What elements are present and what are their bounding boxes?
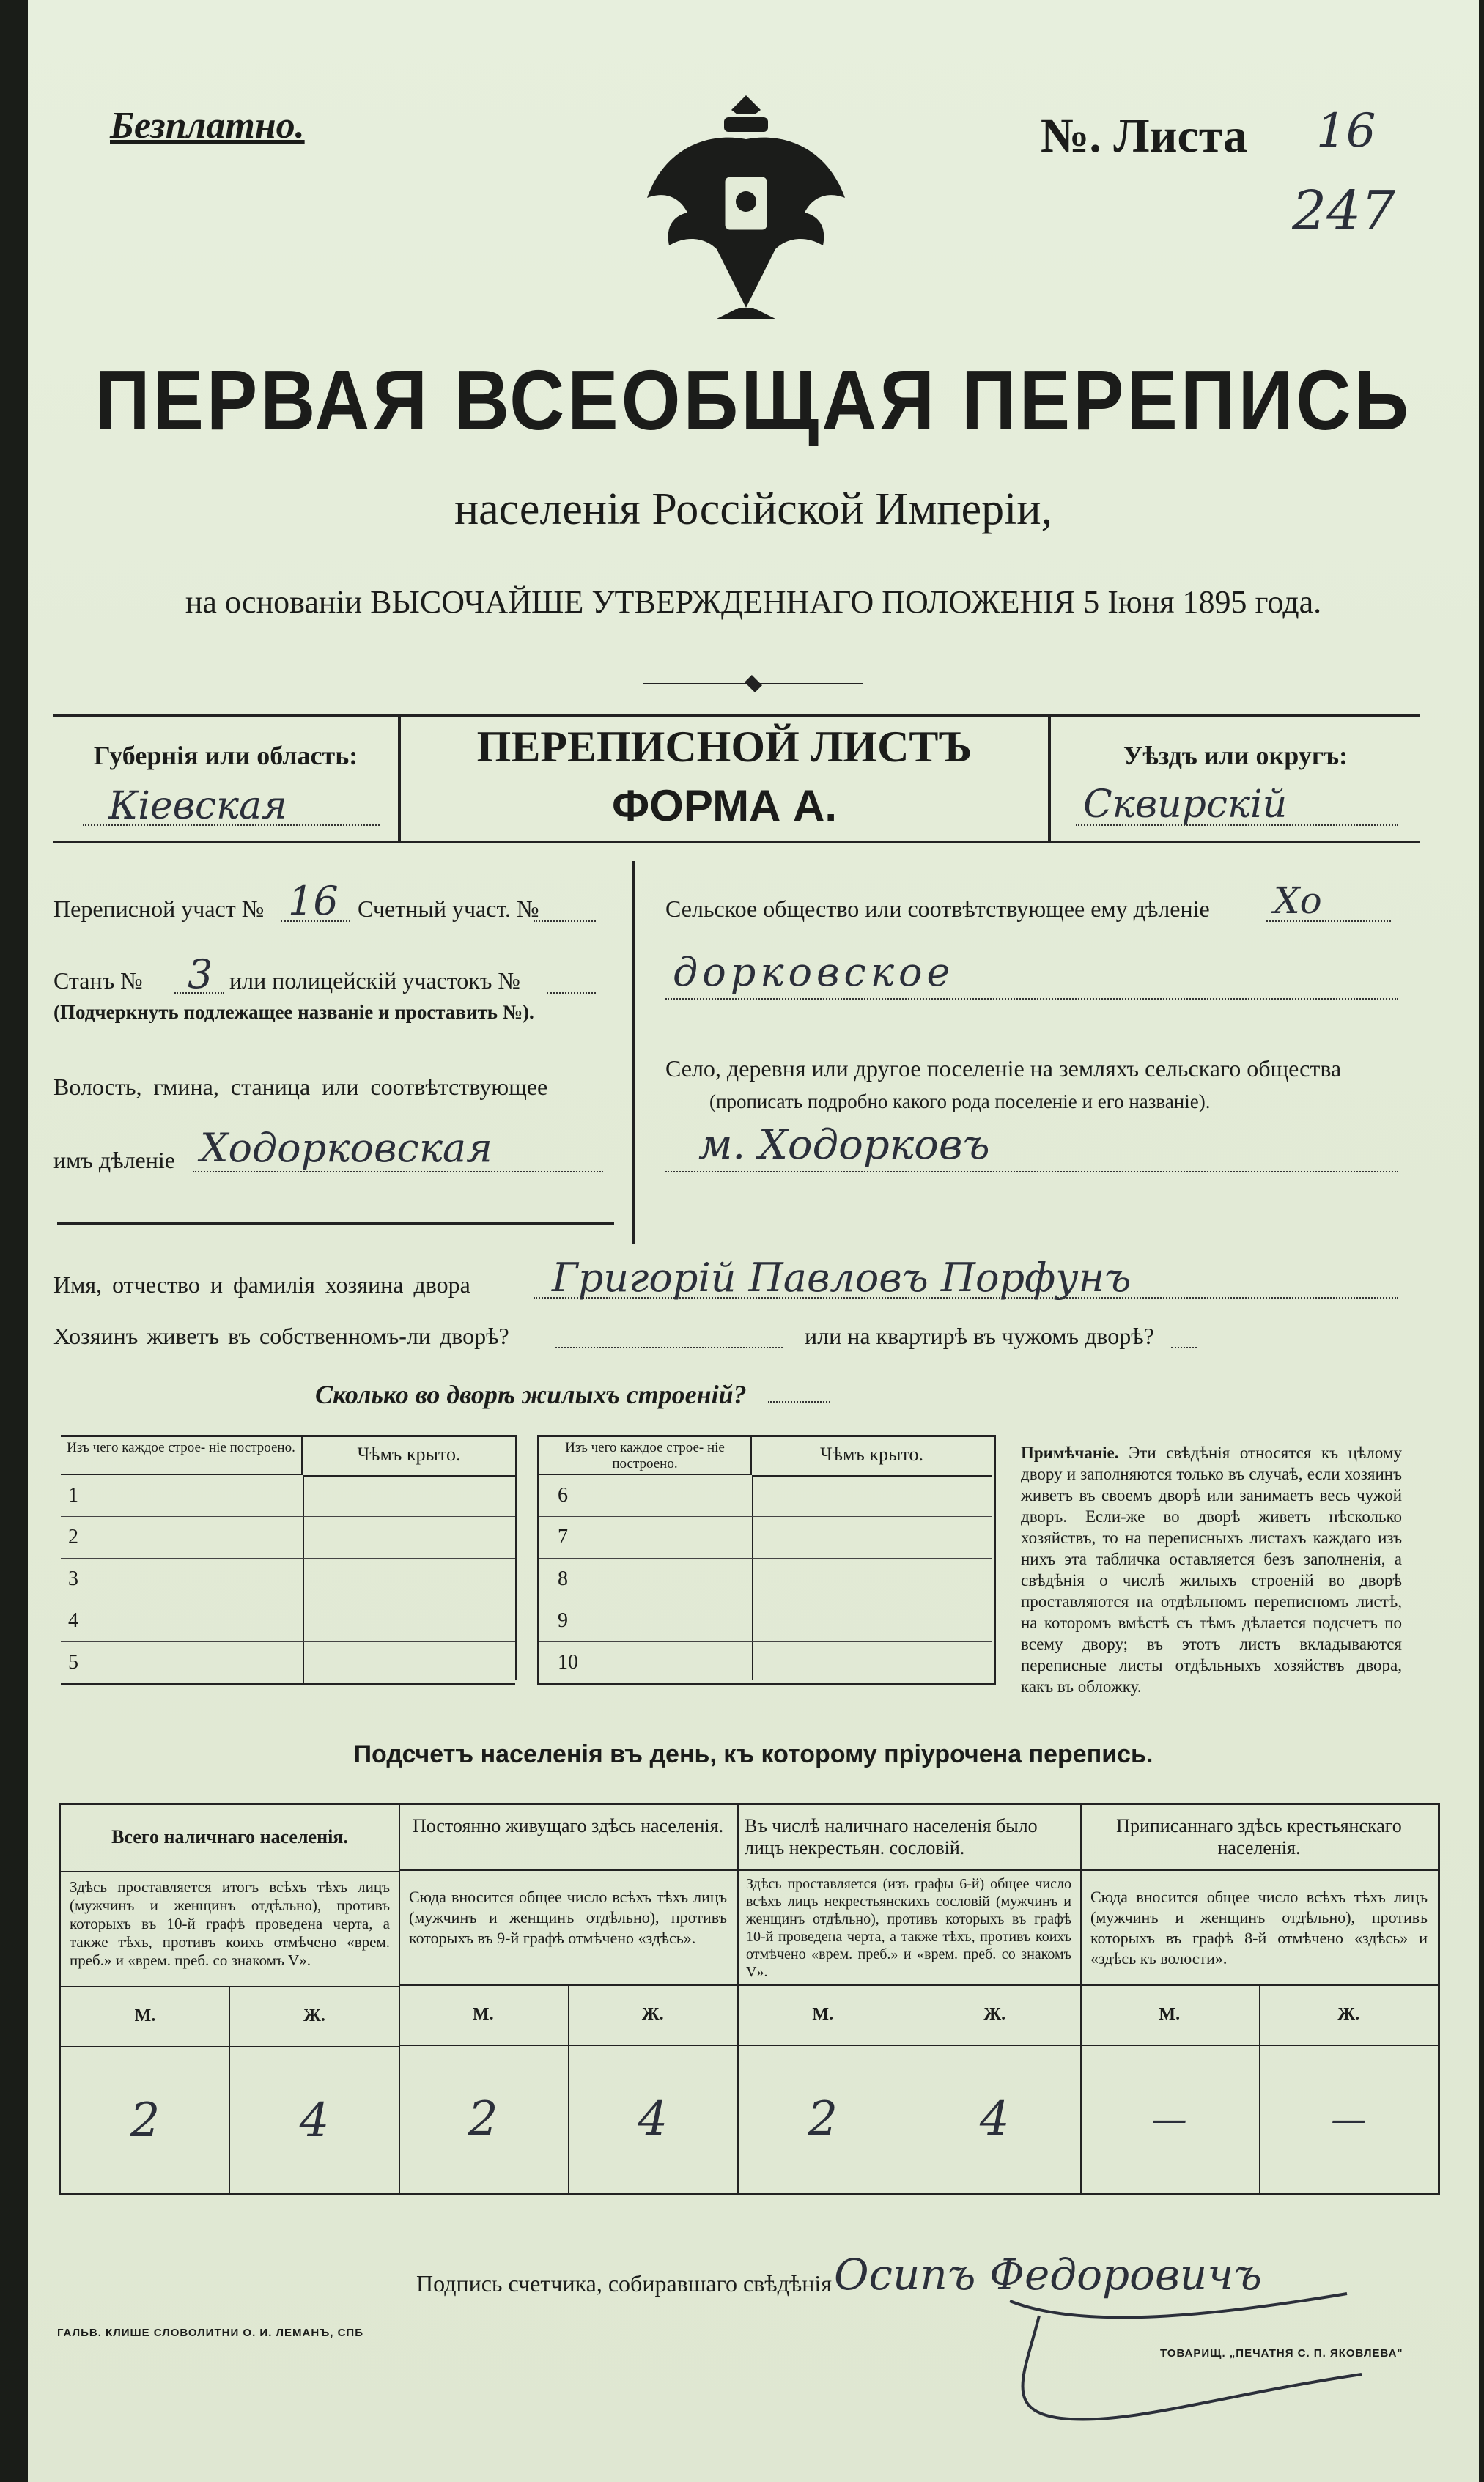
buildings-note (1021, 1442, 1402, 1697)
village-note: (прописать подробно какого рода поселеніе и его названіе). (709, 1090, 1211, 1112)
footer-left: ГАЛЬВ. КЛИШЕ СЛОВОЛИТНИ О. И. ЛЕМАНЪ, СПБ (57, 2327, 363, 2339)
table-row: 1 (61, 1475, 515, 1517)
table-row: 2 (61, 1517, 515, 1559)
count-m-value: — (1080, 2046, 1260, 2193)
ornament-divider (643, 679, 863, 689)
count-zh-value: 4 (638, 2092, 668, 2146)
count-m-value: 2 (399, 2046, 569, 2193)
col-roof-header: Чѣмъ крыто. (303, 1437, 515, 1477)
owner-or-label: или на квартирѣ въ чужомъ дворѣ? (805, 1323, 1154, 1349)
sheet-number-label: №. Листа (1041, 109, 1248, 163)
zh-label: Ж. (303, 2006, 325, 2025)
owner-label: Имя, отчество и фамилія хозяина двора (53, 1271, 470, 1298)
zh-label: Ж. (983, 2005, 1006, 2024)
village-value: м. Ходорковъ (698, 1121, 990, 1169)
table-row: 7 (539, 1517, 992, 1559)
note-text: Эти свѣдѣнія относятся къ цѣлому двору и заполняются только въ случаѣ, если хозяинъ живетъ въ своемъ дворѣ или занимаетъ весь чужой дворъ. Если-же во дворѣ живетъ нѣсколько хозяйствъ, то на переписныхъ листахъ каждаго изъ нихъ эта табличка оставляется безъ заполненія, а свѣдѣнія о числѣ жилыхъ строеній во дворѣ проставляются на отдѣльномъ переписномъ листѣ, на которомъ вмѣстѣ съ тѣмъ дѣлается подсчетъ по всему двору; въ этотъ листъ вкладываются переписные листы отдѣльныхъ хозяйствъ двора, какъ въ обложку. (1021, 1444, 1402, 1696)
census-basis: на основаніи ВЫСОЧАЙШЕ УТВЕРЖДЕННАГО ПОЛОЖЕНІЯ 5 Іюня 1895 года. (185, 584, 1322, 620)
m-label: М. (737, 1986, 909, 2045)
society-value-part1: Хо (1274, 879, 1322, 922)
census-subtitle: населенія Россійской Имперіи, (454, 484, 1053, 534)
society-label: Сельское общество или соотвѣтствующее ему дѣленіе (665, 895, 1210, 922)
uchastok-value: 16 (288, 878, 339, 924)
col-roof-header: Чѣмъ крыто. (752, 1437, 992, 1477)
village-label: Село, деревня или другое поселеніе на земляхъ сельскаго общества (665, 1055, 1342, 1082)
note-title: Примѣчаніе. (1021, 1444, 1119, 1462)
volost-label-2: имъ дѣленіе (53, 1147, 175, 1173)
table-row: 4 (61, 1600, 515, 1642)
table-row: 6 (539, 1475, 992, 1517)
zh-label: Ж. (641, 2005, 664, 2024)
sheet-number-handwritten: 16 (1316, 104, 1376, 158)
census-sheet (28, 0, 1479, 2482)
buildings-left-rows (61, 1475, 515, 1683)
count-column (1080, 1805, 1438, 2193)
table-row: 5 (68, 1651, 78, 1674)
count-column (61, 1805, 400, 2193)
m-label: М. (61, 1987, 230, 2046)
imperial-eagle-emblem (636, 88, 856, 322)
signature-label: Подпись счетчика, собиравшаго свѣдѣнія (416, 2270, 833, 2297)
count-zh-value: 4 (979, 2092, 1010, 2146)
col-material-header: Изъ чего каждое строе- ніе построено. (61, 1437, 303, 1475)
buildings-table-right (537, 1435, 996, 1685)
count-desc: Здѣсь проставляется (изъ графы 6-й) общее число всѣхъ лицъ некрестьянскихъ сословій (мужчинъ и женщинъ отдѣльно), противъ которыхъ въ графѣ 10-й проведена черта, а также тѣхъ, противъ коихъ отмѣчено «врем. преб.» и «врем. преб. со знакомъ V». (746, 1876, 1071, 1980)
free-label: Безплатно. (110, 105, 305, 147)
count-m-value: 2 (737, 2046, 909, 2193)
volost-label: Волость, гмина, станица или соотвѣтствующее (53, 1074, 548, 1100)
count-m-value: 2 (61, 2047, 230, 2194)
owner-lives-label: Хозяинъ живетъ въ собственномъ-ли дворѣ? (53, 1323, 509, 1349)
census-title: ПЕРВАЯ ВСЕОБЩАЯ ПЕРЕПИСЬ (95, 352, 1412, 448)
gubernia-value: Кіевская (108, 784, 287, 828)
uchastok-label: Переписной участ № (53, 895, 265, 922)
underline-note: (Подчеркнуть подлежащее названіе и проставить №). (53, 1001, 534, 1023)
stan-value: 3 (188, 951, 213, 997)
uezd-label: Уѣздъ или округъ: (1123, 741, 1348, 770)
buildings-right-rows (539, 1475, 992, 1683)
volost-value: Ходорковская (200, 1125, 492, 1171)
gubernia-label: Губернія или область: (93, 741, 358, 770)
sheet-number-handwritten-2: 247 (1292, 180, 1396, 243)
count-column (399, 1805, 739, 2193)
count-zh-value: — (1331, 2099, 1367, 2140)
footer-right: ТОВАРИЩ. „ПЕЧАТНЯ С. П. ЯКОВЛЕВА" (1160, 2347, 1403, 2360)
form-title: ПЕРЕПИСНОЙ ЛИСТЪ (476, 723, 972, 771)
m-label: М. (1080, 1986, 1260, 2045)
count-head: Въ числѣ наличнаго населенія было лицъ некрестьян. сословій. (737, 1805, 1080, 1871)
table-row: 10 (558, 1651, 578, 1674)
count-desc: Здѣсь проставляется итогъ всѣхъ тѣхъ лицъ (мужчинъ и женщинъ отдѣльно), противъ которыхъ въ 10-й графѣ проведена черта, а также тѣхъ, противъ коихъ отмѣчено «врем. преб.» и «врем. преб. со знакомъ V». (70, 1878, 390, 1969)
m-label: М. (399, 1986, 569, 2045)
count-head: Приписаннаго здѣсь крестьянскаго населенія. (1080, 1805, 1438, 1871)
count-zh-value: 4 (299, 2094, 330, 2148)
signature-value: Осипъ Федоровичъ (834, 2250, 1262, 2300)
schetny-label: Счетный участ. № (358, 895, 539, 922)
col-material-header: Изъ чего каждое строе- ніе построено. (539, 1437, 752, 1475)
count-head: Всего наличнаго населенія. (61, 1805, 399, 1872)
buildings-table-left (61, 1435, 515, 1685)
society-value: дорковское (673, 949, 955, 995)
buildings-question: Сколько во дворѣ жилыхъ строеній? (315, 1380, 747, 1409)
count-head: Постоянно живущаго здѣсь населенія. (399, 1805, 737, 1871)
count-column (737, 1805, 1082, 2193)
form-letter: ФОРМА А. (611, 781, 838, 830)
count-title: Подсчетъ населенія въ день, къ которому пріурочена перепись. (353, 1740, 1153, 1768)
uezd-value: Сквирскій (1083, 783, 1288, 827)
table-row: 8 (539, 1559, 992, 1600)
count-desc: Сюда вносится общее число всѣхъ тѣхъ лицъ (мужчинъ и женщинъ отдѣльно), противъ которыхъ въ графѣ 8-й отмѣчено «здѣсь» и «здѣсь къ волости». (1090, 1888, 1428, 1968)
count-table (59, 1803, 1440, 2195)
table-row: 9 (539, 1600, 992, 1642)
police-label: или полицейскій участокъ № (229, 967, 520, 994)
table-row: 3 (61, 1559, 515, 1600)
stan-label: Станъ № (53, 967, 143, 994)
zh-label: Ж. (1337, 2005, 1360, 2024)
owner-value: Григорій Павловъ Порфунъ (552, 1255, 1132, 1301)
signature-flourish (995, 2286, 1376, 2433)
count-desc: Сюда вносится общее число всѣхъ тѣхъ лицъ (мужчинъ и женщинъ отдѣльно), противъ которыхъ въ 9-й графѣ отмѣчено «здѣсь». (409, 1888, 727, 1947)
